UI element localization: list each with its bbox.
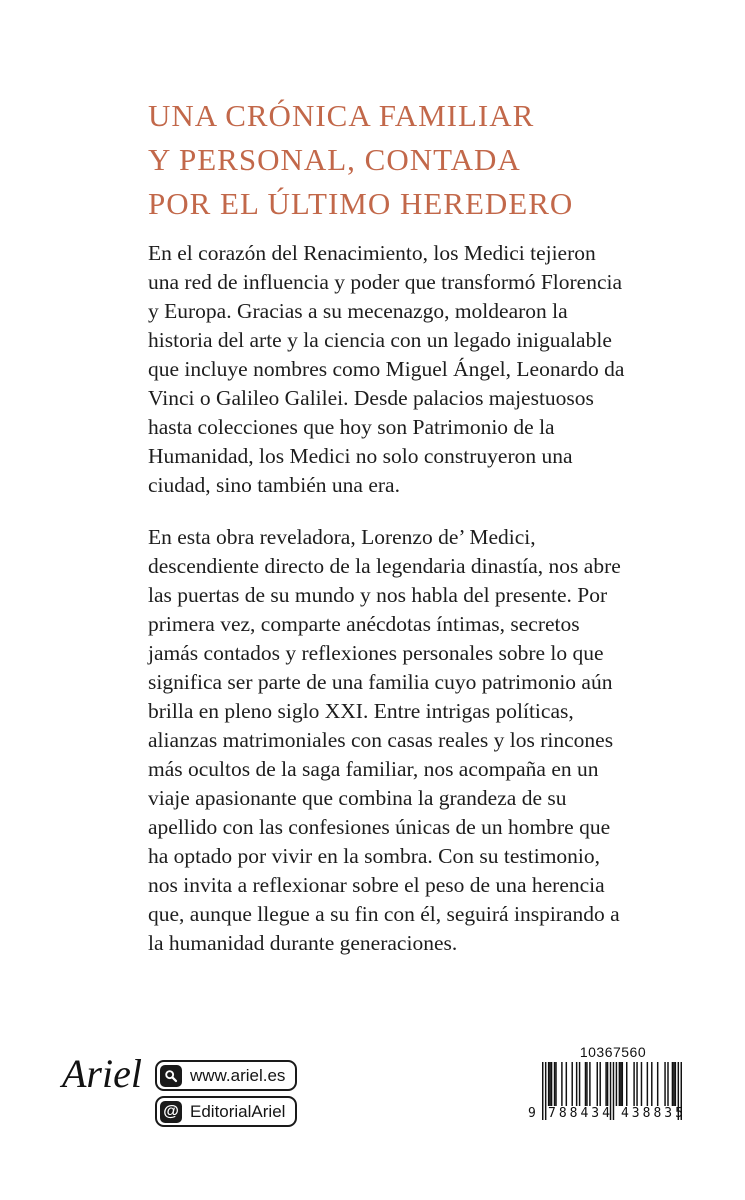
social-badge[interactable]: [155, 1096, 297, 1127]
ean-group-1: 788434: [548, 1106, 613, 1121]
website-url: www.ariel.es: [190, 1065, 286, 1085]
synopsis-paragraph-1: En el corazón del Renacimiento, los Medici tejieron una red de influencia y poder que transformó Florencia y Europa. Gracias a su mecenazgo, moldearon la historia del arte y la ciencia con un legado inigualable que incluye nombres como Miguel Ángel, Leonardo da Vinci o Galileo Galilei. Desde palacios majestuosos hasta colecciones que hoy son Patrimonio de la Humanidad, los Medici no solo construyeron una ciudad, sino también una era.: [148, 241, 625, 497]
ean-number-row: [528, 1106, 686, 1121]
ean-first-digit: 9: [528, 1106, 536, 1121]
barcode-body: [528, 1062, 688, 1134]
back-cover-headline: [148, 94, 668, 226]
barcode-top-number: 10367560: [579, 1044, 647, 1060]
at-icon: @: [160, 1101, 182, 1123]
headline-line-3: POR EL ÚLTIMO HEREDERO: [148, 186, 574, 221]
barcode-block: [528, 1044, 688, 1134]
ean-group-2: 438835: [620, 1106, 686, 1121]
social-handle: EditorialAriel: [190, 1101, 286, 1121]
synopsis-text: [148, 239, 626, 958]
website-badge[interactable]: [155, 1060, 297, 1091]
publisher-logo-ariel: Ariel: [62, 1051, 142, 1096]
publisher-links: [155, 1060, 297, 1127]
search-icon: [160, 1065, 182, 1087]
headline-line-2: Y PERSONAL, CONTADA: [148, 142, 521, 177]
synopsis-paragraph-2: En esta obra reveladora, Lorenzo de’ Medici, descendiente directo de la legendaria dinastía, nos abre las puertas de su mundo y nos habla del presente. Por primera vez, comparte anécdotas íntimas, secretos jamás contados y reflexiones personales sobre lo que significa ser parte de una familia cuyo patrimonio aún brilla en pleno siglo XXI. Entre intrigas políticas, alianzas matrimoniales con casas reales y los rincones más ocultos de la saga familiar, nos acompaña en un viaje apasionante que combina la grandeza de su apellido con las confesiones únicas de un hombre que ha optado por vivir en la sombra. Con su testimonio, nos invita a reflexionar sobre el peso de una herencia que, aunque llegue a su fin con él, seguirá inspirando a la humanidad durante generaciones.: [148, 525, 621, 955]
headline-line-1: UNA CRÓNICA FAMILIAR: [148, 98, 535, 133]
